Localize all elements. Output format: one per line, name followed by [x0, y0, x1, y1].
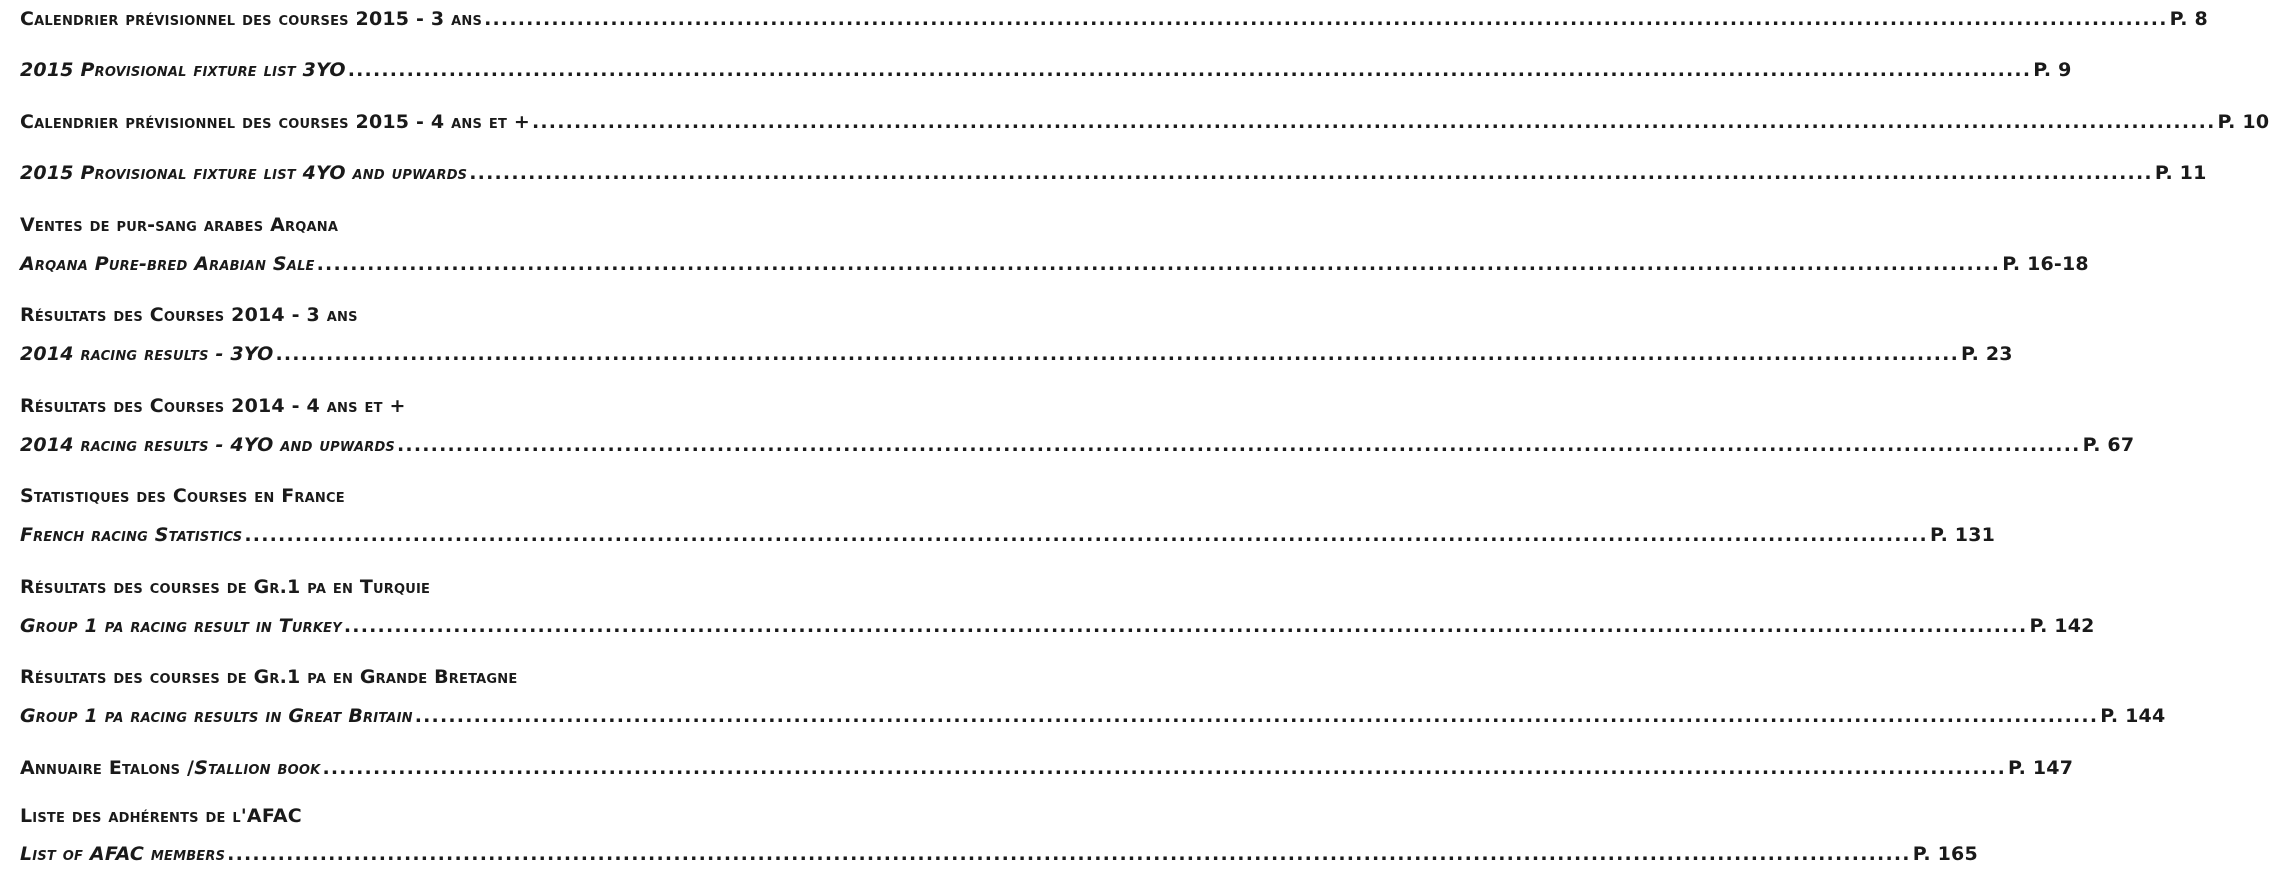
toc-entry-title: Group 1 pa racing results in Great Britain [20, 705, 413, 727]
toc-entry-title: Statistiques des Courses en France [20, 485, 345, 507]
toc-entry [20, 214, 732, 244]
toc-page-number: P. 142 [2029, 615, 2095, 637]
toc-entry-title: Group 1 pa racing result in Turkey [20, 615, 342, 637]
toc-entry [20, 705, 2166, 735]
toc-entry [20, 111, 2269, 141]
toc-page-number: P. 147 [2008, 757, 2074, 779]
toc-entry-title: Résultats des courses de Gr.1 pa en Turquie [20, 576, 431, 598]
toc-entry [20, 485, 732, 515]
toc-entry [20, 666, 732, 696]
toc-page-number: P. 9 [2033, 59, 2072, 81]
dot-leader: ........................................................................................................................................................................................................ [414, 705, 2099, 727]
toc-entry-title: Calendrier prévisionnel des courses 2015 - 3 ans [20, 8, 483, 30]
toc-entry-title: Annuaire Etalons / [20, 757, 195, 779]
toc-entry-title: Résultats des courses de Gr.1 pa en Grande Bretagne [20, 666, 518, 688]
toc-page-number: P. 16-18 [2002, 253, 2089, 275]
toc-page-number: P. 144 [2100, 705, 2166, 727]
toc-page-number: P. 165 [1912, 843, 1978, 865]
dot-leader: ........................................................................................................................................................................................................ [227, 843, 1911, 865]
toc-entry-title-english: Stallion book [194, 757, 321, 779]
dot-leader: ........................................................................................................................................................................................................ [343, 615, 2028, 637]
dot-leader: ........................................................................................................................................................................................................ [322, 757, 2007, 779]
toc-entry-title: Arqana Pure-bred Arabian Sale [20, 253, 315, 275]
toc-entry [20, 524, 1996, 554]
toc-page-number: P. 10 [2217, 111, 2269, 133]
toc-entry [20, 576, 732, 606]
toc-entry [20, 843, 1978, 873]
dot-leader: ........................................................................................................................................................................................................ [347, 59, 2032, 81]
toc-entry [20, 395, 732, 425]
toc-entry [20, 434, 2135, 464]
toc-entry-title: 2015 Provisional fixture list 3YO [20, 59, 346, 81]
toc-entry [20, 615, 2095, 645]
toc-entry-title: Ventes de pur-sang arabes Arqana [20, 214, 339, 236]
toc-entry-title: Résultats des Courses 2014 - 4 ans et + [20, 395, 406, 417]
toc-entry [20, 805, 732, 835]
toc-page-number: P. 8 [2169, 8, 2208, 30]
toc-entry [20, 8, 2208, 38]
toc-entry [20, 59, 2072, 89]
dot-leader: ........................................................................................................................................................................................................ [484, 8, 2168, 30]
dot-leader: ........................................................................................................................................................................................................ [397, 434, 2081, 456]
toc-entry-title: 2014 racing results - 3YO [20, 343, 274, 365]
dot-leader: ........................................................................................................................................................................................................ [275, 343, 1960, 365]
toc-entry [20, 343, 2013, 373]
toc-entry [20, 757, 2074, 787]
toc-page-number: P. 67 [2082, 434, 2135, 456]
toc-page-number: P. 131 [1929, 524, 1996, 546]
dot-leader: ........................................................................................................................................................................................................ [244, 524, 1928, 546]
dot-leader: ........................................................................................................................................................................................................ [531, 111, 2216, 133]
toc-entry-title: Liste des adhérents de l'AFAC [20, 805, 302, 827]
dot-leader: ........................................................................................................................................................................................................ [469, 162, 2153, 184]
toc-entry-title: French racing Statistics [20, 524, 243, 546]
toc-entry-title: List of AFAC members [20, 843, 226, 865]
dot-leader: ........................................................................................................................................................................................................ [316, 253, 2001, 275]
toc-entry-title: Calendrier prévisionnel des courses 2015 - 4 ans et + [20, 111, 530, 133]
toc-entry-title: 2015 Provisional fixture list 4YO and upwards [20, 162, 468, 184]
toc-entry-title: Résultats des Courses 2014 - 3 ans [20, 304, 358, 326]
toc-entry-title: 2014 racing results - 4YO and upwards [20, 434, 395, 456]
toc-entry [20, 253, 2089, 283]
toc-page-number: P. 23 [1961, 343, 2013, 365]
toc-page-number: P. 11 [2154, 162, 2207, 184]
toc-entry [20, 162, 2207, 192]
toc-entry [20, 304, 732, 334]
